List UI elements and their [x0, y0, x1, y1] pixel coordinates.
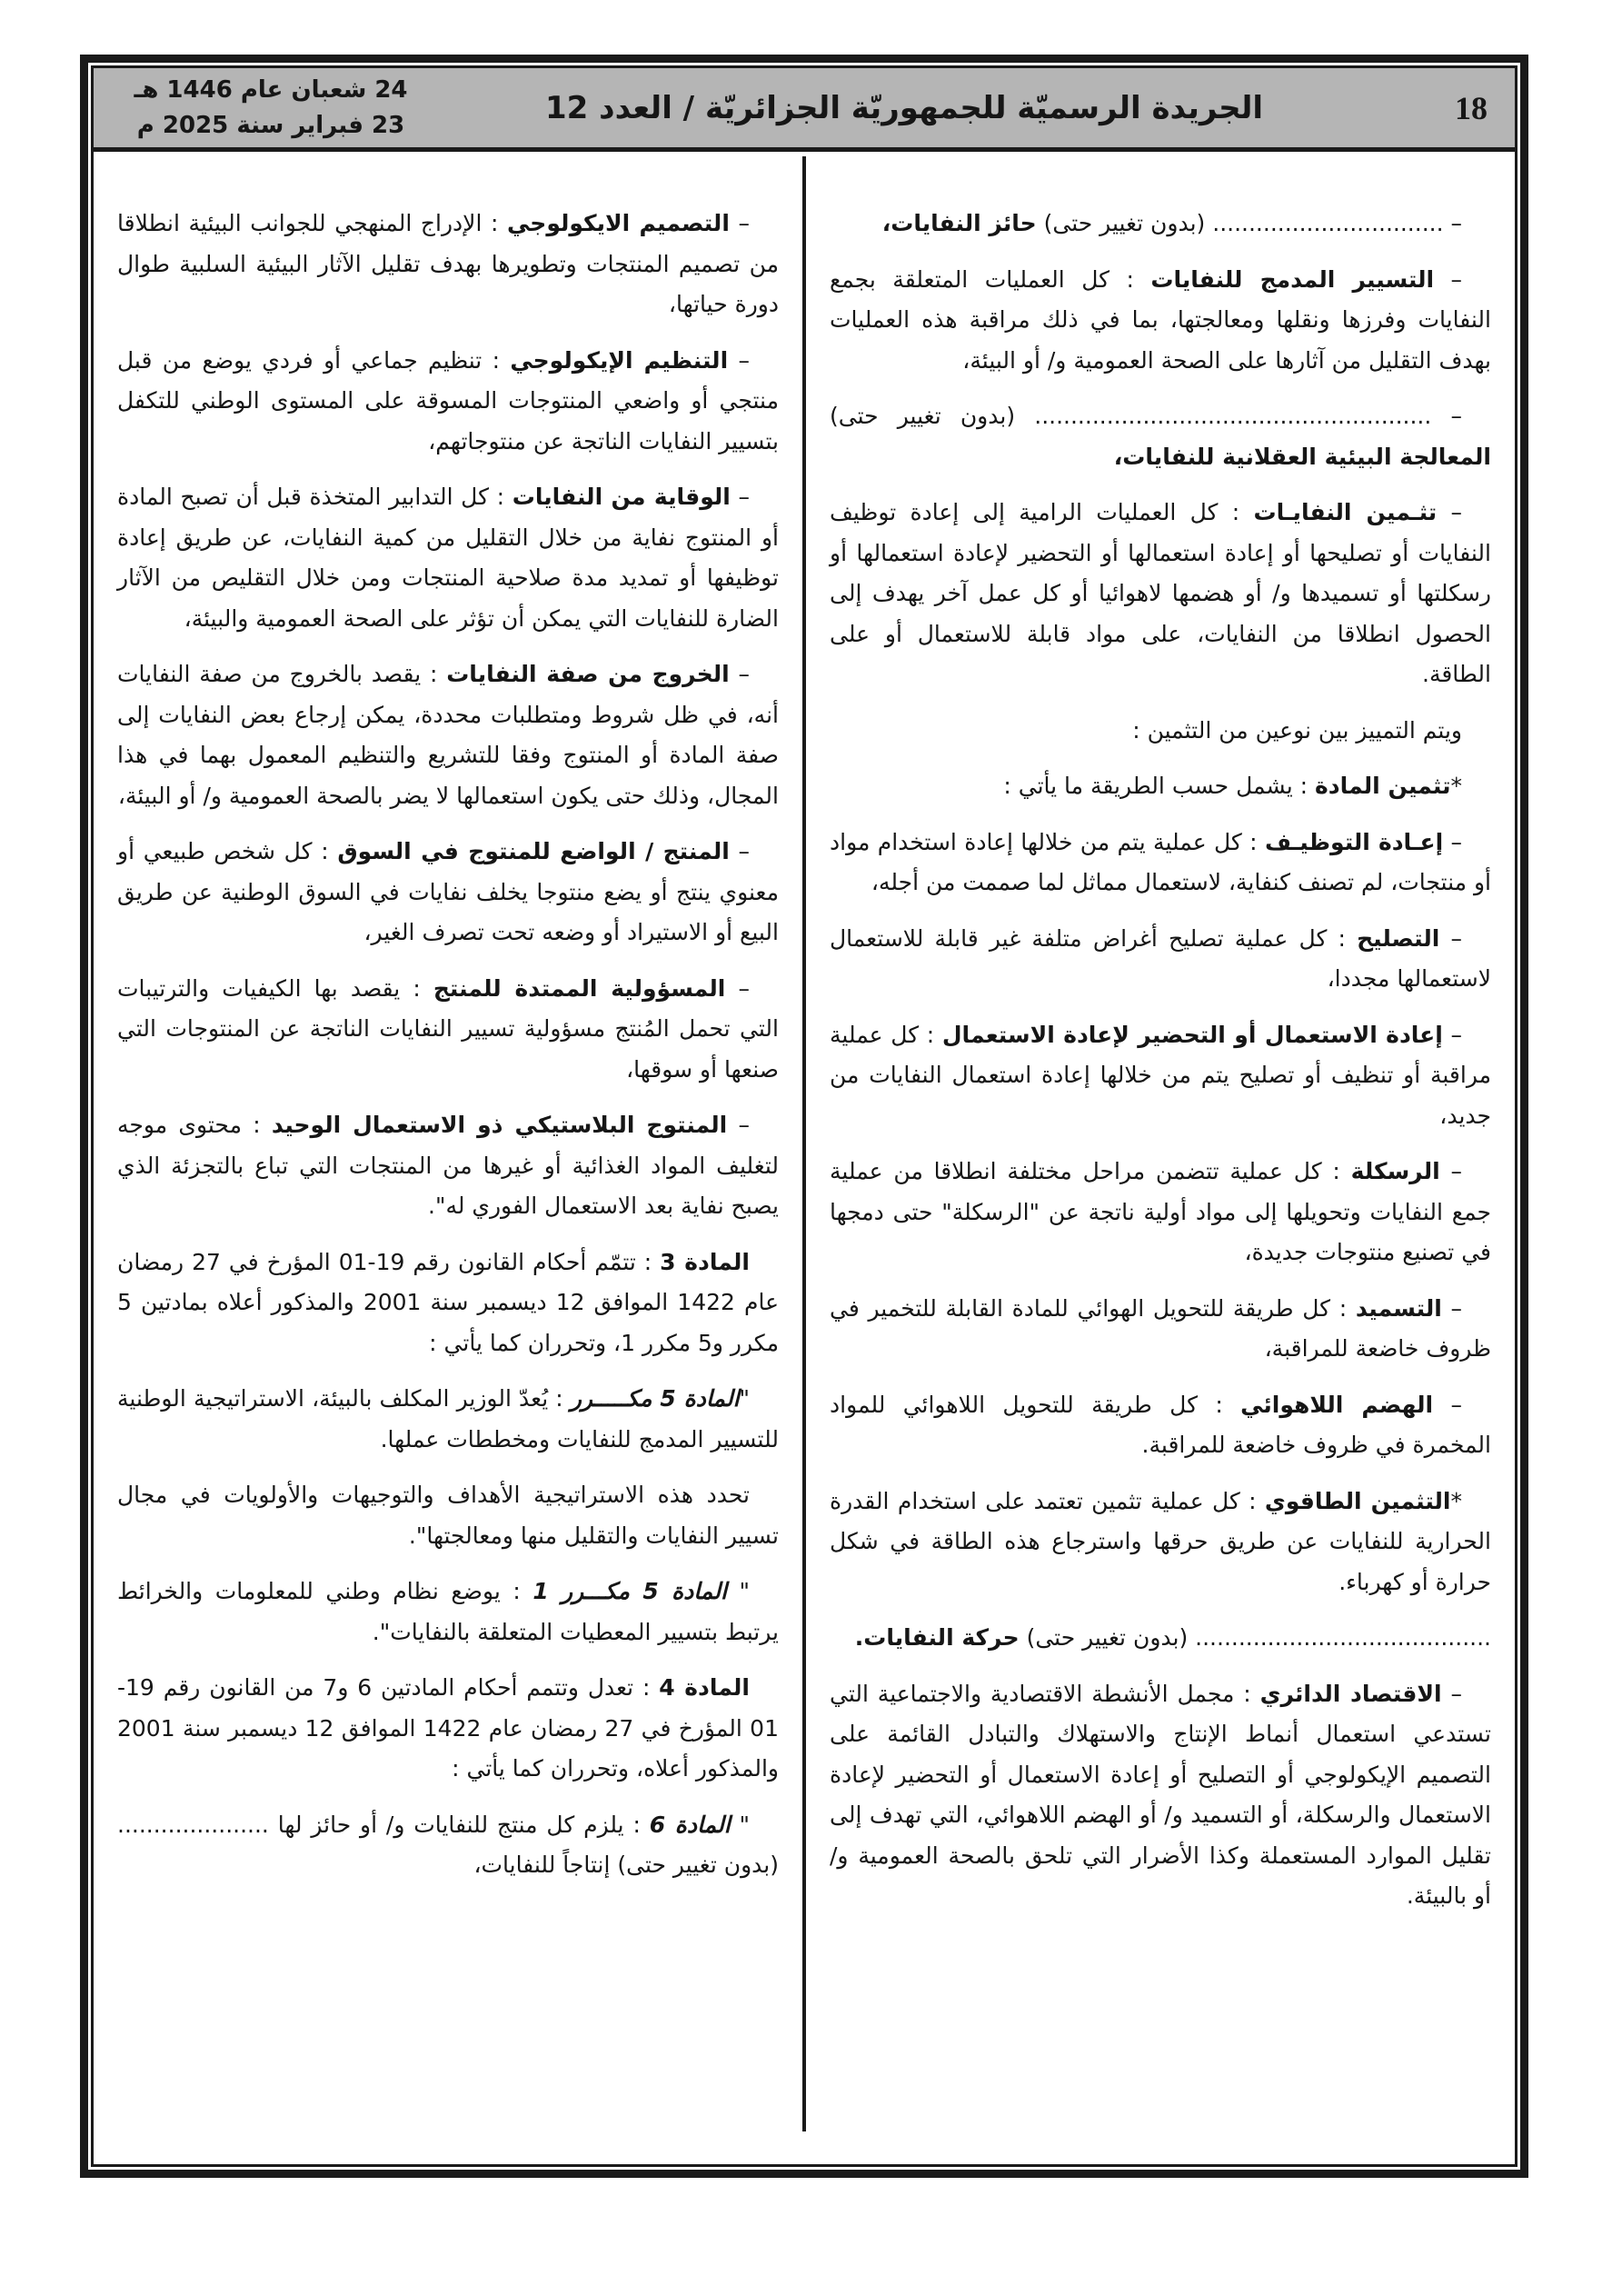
paragraph — [830, 766, 1491, 807]
defined-term: الرسكلة — [1350, 1158, 1440, 1184]
text-run: : يشمل حسب الطريقة ما يأتي : — [1003, 773, 1316, 799]
text-run: : كل العمليات المتعلقة بجمع النفايات وفرزها ونقلها ومعالجتها، بما في ذلك مراقبة هذه العمليات بهدف التقليل من آثارها على الصحة العمومية و/ أو البيئة، — [830, 265, 1491, 374]
text-run: – — [725, 974, 750, 1002]
paragraph — [830, 1289, 1491, 1370]
text-run: – — [1441, 1680, 1462, 1707]
defined-term: المادة 4 — [659, 1674, 750, 1701]
text-run: – — [1439, 1158, 1462, 1184]
defined-term: التسميد — [1355, 1294, 1442, 1322]
text-run: : كل العمليات الرامية إلى إعادة توظيف النفايات أو تصليحها أو إعادة استعمالها أو التحضير لإعادة استعمالها أو رسكلتها أو تسميدها و/ أو هضمها لاهوائيا أو كل عمل آخر يهدف إلى الحصول انطلاقا من النفايات، على مواد قابلة للاستعمال أو على الطاقة. — [830, 499, 1491, 687]
text-run: – — [1433, 1391, 1462, 1418]
text-run: ......................................... (بدون تغيير حتى) — [1019, 1624, 1491, 1651]
text-run: : كل عملية تصليح أغراض متلفة غير قابلة للاستعمال لاستعمالها مجددا، — [830, 924, 1491, 992]
column-right — [806, 156, 1515, 2164]
paragraph — [830, 1618, 1491, 1659]
paragraph — [117, 1475, 779, 1556]
page-border-inner — [91, 65, 1518, 2167]
text-run: – — [1439, 924, 1462, 952]
paragraph — [830, 396, 1491, 477]
text-run: * — [1450, 1487, 1463, 1514]
defined-term: حركة النفايات. — [854, 1624, 1020, 1651]
defined-term: إعـادة التوظيـف — [1264, 828, 1444, 855]
text-run: : الإدراج المنهجي للجوانب البيئية انطلاقا من تصميم المنتجات وتطويرها بهدف تقليل الآثار البيئية السلبية طوال دورة حياتها، — [117, 210, 779, 317]
text-run: : تتمّم أحكام القانون رقم 19-01 المؤرخ في 27 رمضان عام 1422 الموافق 12 ديسمبر سنة 2001 والمذكور أعلاه بمادتين 5 مكرر و5 مكرر 1، وتحرران كما يأتي : — [117, 1248, 779, 1356]
defined-term: المسؤولية الممتدة للمنتج — [433, 974, 726, 1002]
defined-term: التثمين الطاقوي — [1264, 1487, 1451, 1514]
text-run: : يقصد بها الكيفيات والترتيبات التي تحمل المُنتج مسؤولية تسيير النفايات الناتجة عن المنتوجات التي صنعها أو سوقها، — [117, 974, 779, 1083]
text-run: : يوضع نظام وطني للمعلومات والخرائط يرتبط بتسيير المعطيات المتعلقة بالنفايات". — [117, 1578, 779, 1645]
paragraph — [117, 1105, 779, 1227]
text-run: : تعدل وتتمم أحكام المادتين 6 و7 من القانون رقم 19-01 المؤرخ في 27 رمضان عام 1422 الموافق 12 ديسمبر سنة 2001 والمذكور أعلاه، وتحرران كما يأتي : — [117, 1674, 779, 1782]
paragraph — [830, 204, 1491, 245]
defined-term: تثـمين النفايـات — [1253, 499, 1438, 525]
text-run: – — [728, 346, 750, 374]
date-gregorian: 23 فبراير سنة 2025 م — [136, 111, 405, 139]
page-border — [80, 55, 1528, 2178]
defined-term: حائز النفايات، — [881, 210, 1037, 236]
text-run: : كل طريقة للتحويل الهوائي للمادة القابلة للتخمير في ظروف خاضعة للمراقبة، — [830, 1294, 1491, 1362]
text-run: " — [726, 1578, 750, 1604]
paragraph — [117, 341, 779, 463]
text-run: : محتوى موجه لتغليف المواد الغذائية أو غيرها من المنتجات التي تباع بالتجزئة الذي يصبح نفاية بعد الاستعمال الفوري له". — [117, 1112, 779, 1219]
text-run: * — [1450, 773, 1462, 799]
text-run: تحدد هذه الاستراتيجية الأهداف والتوجيهات والأولويات في مجال تسيير النفايات والتقليل منها ومعالجتها". — [117, 1482, 779, 1549]
paragraph — [830, 1674, 1491, 1917]
defined-term: التصليح — [1357, 924, 1440, 952]
defined-term: الخروج من صفة النفايات — [446, 661, 730, 687]
defined-term: التسيير المدمج للنفايات — [1150, 265, 1435, 293]
text-run: – — [1441, 1294, 1463, 1322]
text-run: " — [739, 1385, 751, 1412]
text-run: : كل طريقة للتحويل اللاهوائي للمواد المخمرة في ظروف خاضعة للمراقبة. — [830, 1391, 1491, 1458]
column-left — [94, 156, 802, 2164]
text-run: : كل شخص طبيعي أو معنوي ينتج أو يضع منتوجا يخلف نفايات في السوق الوطنية عن طريق البيع أو الاستيراد أو وضعه تحت تصرف الغير، — [117, 838, 779, 945]
text-run: – ................................ (بدون تغيير حتى) — [1036, 210, 1462, 236]
text-run: – — [1443, 828, 1462, 855]
defined-term: الاقتصاد الدائري — [1259, 1680, 1442, 1707]
column-divider — [802, 156, 806, 2131]
text-run: – — [1442, 1021, 1462, 1048]
text-run: : كل عملية تتضمن مراحل مختلفة انطلاقا من عملية جمع النفايات وتحويلها إلى مواد أولية ناتجة عن "الرسكلة" حتى دمجها في تصنيع منتوجات جديدة، — [830, 1158, 1491, 1265]
date-hijri: 24 شعبان عام 1446 هـ — [134, 75, 408, 104]
text-run: – — [1434, 265, 1462, 293]
text-run: – — [729, 661, 750, 687]
defined-term: الهضم اللاهوائي — [1240, 1391, 1434, 1418]
page-body — [94, 156, 1515, 2164]
defined-term: المادة 3 — [660, 1248, 750, 1275]
text-run: : يلزم كل منتج للنفايات و/ أو حائز لها ..................... (بدون تغيير حتى) إنتاجاً للنفايات، — [117, 1811, 779, 1878]
paragraph — [117, 654, 779, 816]
paragraph — [830, 1015, 1491, 1137]
paragraph — [117, 1668, 779, 1790]
text-run: : يُعدّ الوزير المكلف بالبيئة، الاستراتيجية الوطنية للتسيير المدمج للنفايات ومخططات عملها. — [117, 1385, 779, 1452]
defined-term: تثمين المادة — [1315, 773, 1451, 799]
paragraph — [830, 711, 1491, 752]
paragraph — [117, 969, 779, 1091]
defined-term: الوقاية من النفايات — [512, 484, 731, 510]
text-run: – — [1437, 499, 1462, 525]
paragraph — [830, 493, 1491, 695]
text-run: " — [730, 1811, 750, 1838]
defined-term: المنتج / الواضع للمنتوج في السوق — [337, 838, 730, 864]
paragraph — [830, 260, 1491, 382]
masthead — [94, 68, 1515, 152]
defined-term: المنتوج البلاستيكي ذو الاستعمال الوحيد — [271, 1112, 728, 1138]
page-number: 18 — [1455, 89, 1488, 126]
article-ref: المادة 5 مكـــرر 1 — [532, 1578, 727, 1604]
journal-title: الجريدة الرسميّة للجمهوريّة الجزائريّة / العدد 12 — [544, 89, 1263, 126]
text-run: – — [730, 484, 751, 510]
text-run: : كل عملية يتم من خلالها إعادة استخدام مواد أو منتجات، لم تصنف كنفاية، لاستعمال مماثل لما صممت من أجله، — [830, 828, 1491, 895]
defined-term: المعالجة البيئية العقلانية للنفايات، — [1113, 443, 1491, 470]
text-run: – ....................................................... (بدون تغيير حتى) — [830, 403, 1462, 429]
paragraph — [830, 1385, 1491, 1466]
paragraph — [117, 204, 779, 325]
paragraph — [830, 1482, 1491, 1603]
article-ref: المادة 6 — [649, 1811, 731, 1838]
article-ref: المادة 5 مكـــــرر — [570, 1385, 740, 1412]
text-run: ويتم التمييز بين نوعين من التثمين : — [1132, 716, 1462, 744]
paragraph — [117, 832, 779, 953]
paragraph — [117, 1572, 779, 1652]
paragraph — [117, 1243, 779, 1364]
paragraph — [117, 1379, 779, 1460]
text-run: : يقصد بالخروج من صفة النفايات أنه، في ظل شروط ومتطلبات محددة، يمكن إرجاع بعض النفايات إلى صفة المادة أو المنتوج وفقا للتشريع والتنظيم المعمول بهما في هذا المجال، وذلك حتى يكون استعمالها لا يضر بالصحة العمومية و/ أو البيئة، — [117, 661, 779, 809]
paragraph — [830, 823, 1491, 903]
text-run: : كل التدابير المتخذة قبل أن تصبح المادة أو المنتوج نفاية من خلال التقليل من كمية النفايات، عن طريق إعادة توظيفها أو تمديد مدة صلاحية المنتجات ومن خلال التقليص من الآثار الضارة للنفايات التي يمكن أن تؤثر على الصحة العمومية والبيئة، — [117, 484, 779, 632]
defined-term: إعادة الاستعمال أو التحضير لإعادة الاستعمال — [941, 1021, 1443, 1048]
paragraph — [830, 919, 1491, 1000]
text-run: : مجمل الأنشطة الاقتصادية والاجتماعية التي تستدعي استعمال أنماط الإنتاج والاستهلاك والتبادل القائمة على التصميم الإيكولوجي أو التصليح أو إعادة الاستعمال أو التحضير لإعادة الاستعمال والرسكلة، أو التسميد و/ أو الهضم اللاهوائي، التي تهدف إلى تقليل الموارد المستعملة وكذا الأضرار التي تلحق بالصحة العمومية و/ أو بالبيئة. — [830, 1680, 1491, 1909]
text-run: : تنظيم جماعي أو فردي يوضع من قبل منتجي أو واضعي المنتوجات المسوقة على المستوى الوطني للتكفل بتسيير النفايات الناتجة عن منتوجاتهم، — [117, 346, 779, 454]
defined-term: التصميم الايكولوجي — [507, 210, 730, 236]
text-run: – — [729, 210, 751, 236]
paragraph — [117, 1805, 779, 1886]
paragraph — [117, 477, 779, 639]
paragraph — [830, 1152, 1491, 1273]
masthead-dates — [121, 73, 421, 144]
text-run: : كل عملية مراقبة أو تنظيف أو تصليح يتم من خلالها إعادة استعمال النفايات من جديد، — [830, 1021, 1491, 1129]
defined-term: التنظيم الإيكولوجي — [510, 346, 729, 374]
text-run: : كل عملية تثمين تعتمد على استخدام القدرة الحرارية للنفايات عن طريق حرقها واسترجاع هذه الطاقة في شكل حرارة أو كهرباء. — [830, 1487, 1491, 1595]
text-run: – — [727, 1112, 750, 1138]
text-run: – — [729, 838, 751, 864]
